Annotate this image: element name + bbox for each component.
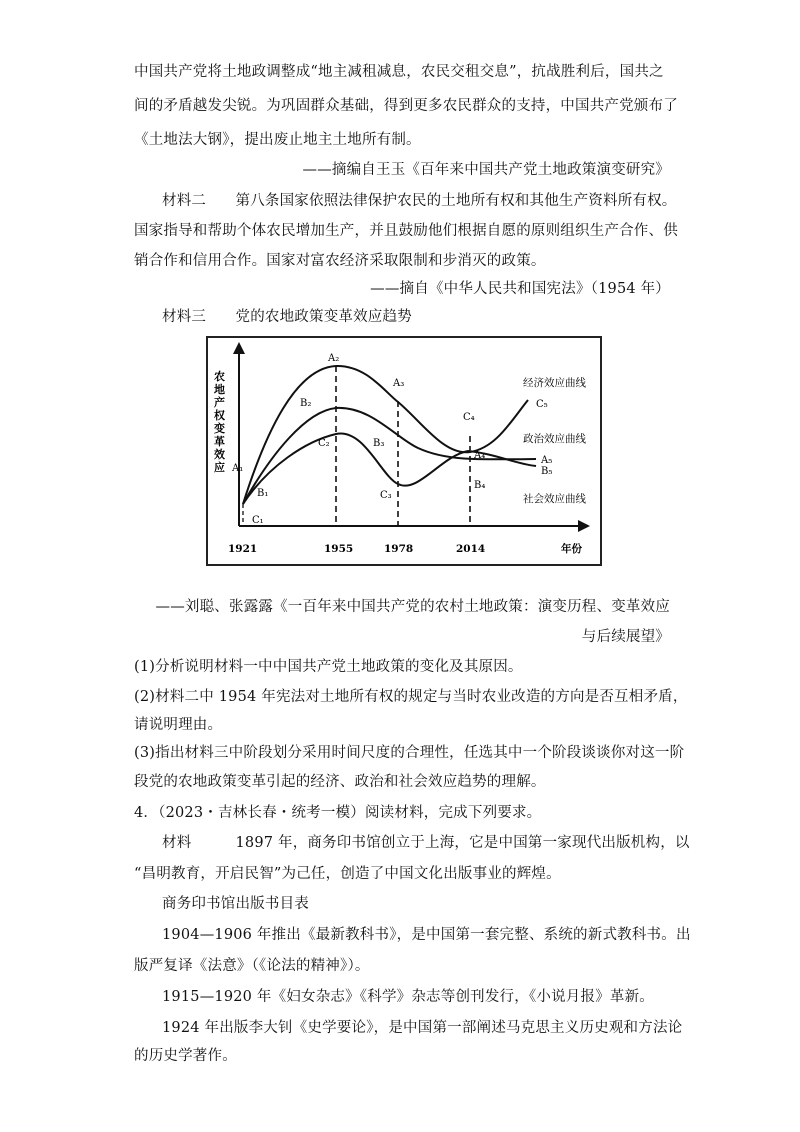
question-3-cont: 段党的农地政策变革引起的经济、政治和社会效应趋势的理解。 (134, 774, 546, 790)
material1-line-1: 中国共产党将土地政调整成“地主减租减息，农民交租交息”，抗战胜利后，国共之 (134, 64, 664, 80)
material2-line-3: 销合作和信用合作。国家对富农经济采取限制和步消灭的政策。 (134, 253, 546, 269)
point-label-c4: C₄ (463, 412, 475, 423)
point-label-b4: B₄ (474, 480, 486, 491)
material1-source: ——摘编自王玉《百年来中国共产党土地政策演变研究》 (302, 162, 670, 178)
material1-line-2: 间的矛盾越发尖锐。为巩固群众基础，得到更多农民群众的支持，中国共产党颁布了 (134, 98, 678, 114)
effect-trend-chart (206, 336, 602, 566)
x-tick-2014: 2014 (456, 543, 486, 555)
point-label-a4: A₄ (474, 450, 486, 461)
series-label-social: 社会效应曲线 (523, 493, 586, 505)
point-label-c2: C₂ (318, 438, 330, 449)
point-label-b5: B₅ (541, 466, 553, 477)
y-axis-label-char: 权 (214, 409, 225, 422)
x-tick-1978: 1978 (384, 543, 414, 555)
y-axis-label-char: 产 (214, 396, 225, 409)
point-label-b1: B₁ (257, 488, 269, 499)
y-axis-label-char: 效 (214, 448, 225, 461)
series-label-economic: 经济效应曲线 (523, 377, 586, 389)
material1-line-3: 《土地法大钢》，提出废止地主土地所有制。 (134, 132, 421, 148)
q4-title: 4．（2023・吉林长春・统考一模）阅读材料，完成下列要求。 (134, 805, 542, 821)
question-2-cont: 请说明理由。 (134, 717, 223, 733)
point-label-c3: C₃ (380, 490, 392, 501)
y-axis-label (214, 369, 226, 474)
y-axis-label-char: 应 (214, 461, 225, 474)
chart-frame (207, 337, 601, 565)
question-2: (2)材料二中 1954 年宪法对土地所有权的规定与当时农业改造的方向是否互相矛盾， (134, 689, 688, 705)
x-tick-1921: 1921 (228, 543, 258, 555)
point-label-a1: A₁ (232, 463, 244, 474)
question-1: (1)分析说明材料一中中国共产党土地政策的变化及其原因。 (134, 659, 523, 675)
point-label-b2: B₂ (300, 398, 312, 409)
question-3: (3)指出材料三中阶段划分采用时间尺度的合理性，任选其中一个阶段谈谈你对这一阶 (134, 745, 685, 761)
q4-line-1: 材料 1897 年，商务印书馆创立于上海，它是中国第一家现代出版机构，以 (162, 835, 690, 851)
q4-line-5: 1915—1920 年《妇女杂志》《科学》杂志等创刊发行，《小说月报》革新。 (162, 989, 655, 1005)
point-label-b3: B₃ (373, 438, 385, 449)
y-axis-label-char: 革 (214, 435, 225, 448)
material2-line-2: 国家指导和帮助个体农民增加生产，并且鼓励他们根据自愿的原则组织生产合作、供 (134, 223, 678, 239)
material2-line-1: 材料二 第八条国家依照法律保护农民的土地所有权和其他生产资料所有权。 (162, 193, 677, 209)
point-label-a2: A₂ (328, 353, 340, 364)
q4-table-title: 商务印书馆出版书目表 (162, 896, 309, 912)
y-axis-label-char: 变 (214, 422, 225, 435)
q4-line-6: 1924 年出版李大钊《史学要论》，是中国第一部阐述马克思主义历史观和方法论 (162, 1020, 683, 1036)
series-label-political: 政治效应曲线 (523, 433, 586, 445)
point-label-c5: C₅ (536, 399, 548, 410)
q4-line-2: “昌明教育，开启民智”为己任，创造了中国文化出版事业的辉煌。 (134, 866, 561, 882)
y-axis-label-char: 农 (214, 370, 225, 383)
point-label-a3: A₃ (393, 378, 405, 389)
point-label-a5: A₅ (541, 455, 553, 466)
material2-source: ——摘自《中华人民共和国宪法》（1954 年） (370, 281, 670, 297)
point-label-c1: C₁ (252, 515, 264, 526)
material3-heading: 材料三 党的农地政策变革效应趋势 (162, 309, 412, 325)
material3-source-line-1: ——刘聪、张露露《一百年来中国共产党的农村土地政策：演变历程、变革效应 (155, 599, 670, 615)
q4-line-4: 版严复译《法意》（《论法的精神》）。 (134, 958, 370, 974)
y-axis-label-char: 地 (214, 383, 225, 396)
q4-line-7: 的历史学著作。 (134, 1048, 237, 1064)
material3-source-line-2: 与后续展望》 (581, 629, 670, 645)
x-tick-1955: 1955 (324, 543, 354, 555)
x-axis-label: 年份 (561, 543, 582, 555)
q4-line-3: 1904—1906 年推出《最新教科书》，是中国第一套完整、系统的新式教科书。出 (162, 927, 691, 943)
